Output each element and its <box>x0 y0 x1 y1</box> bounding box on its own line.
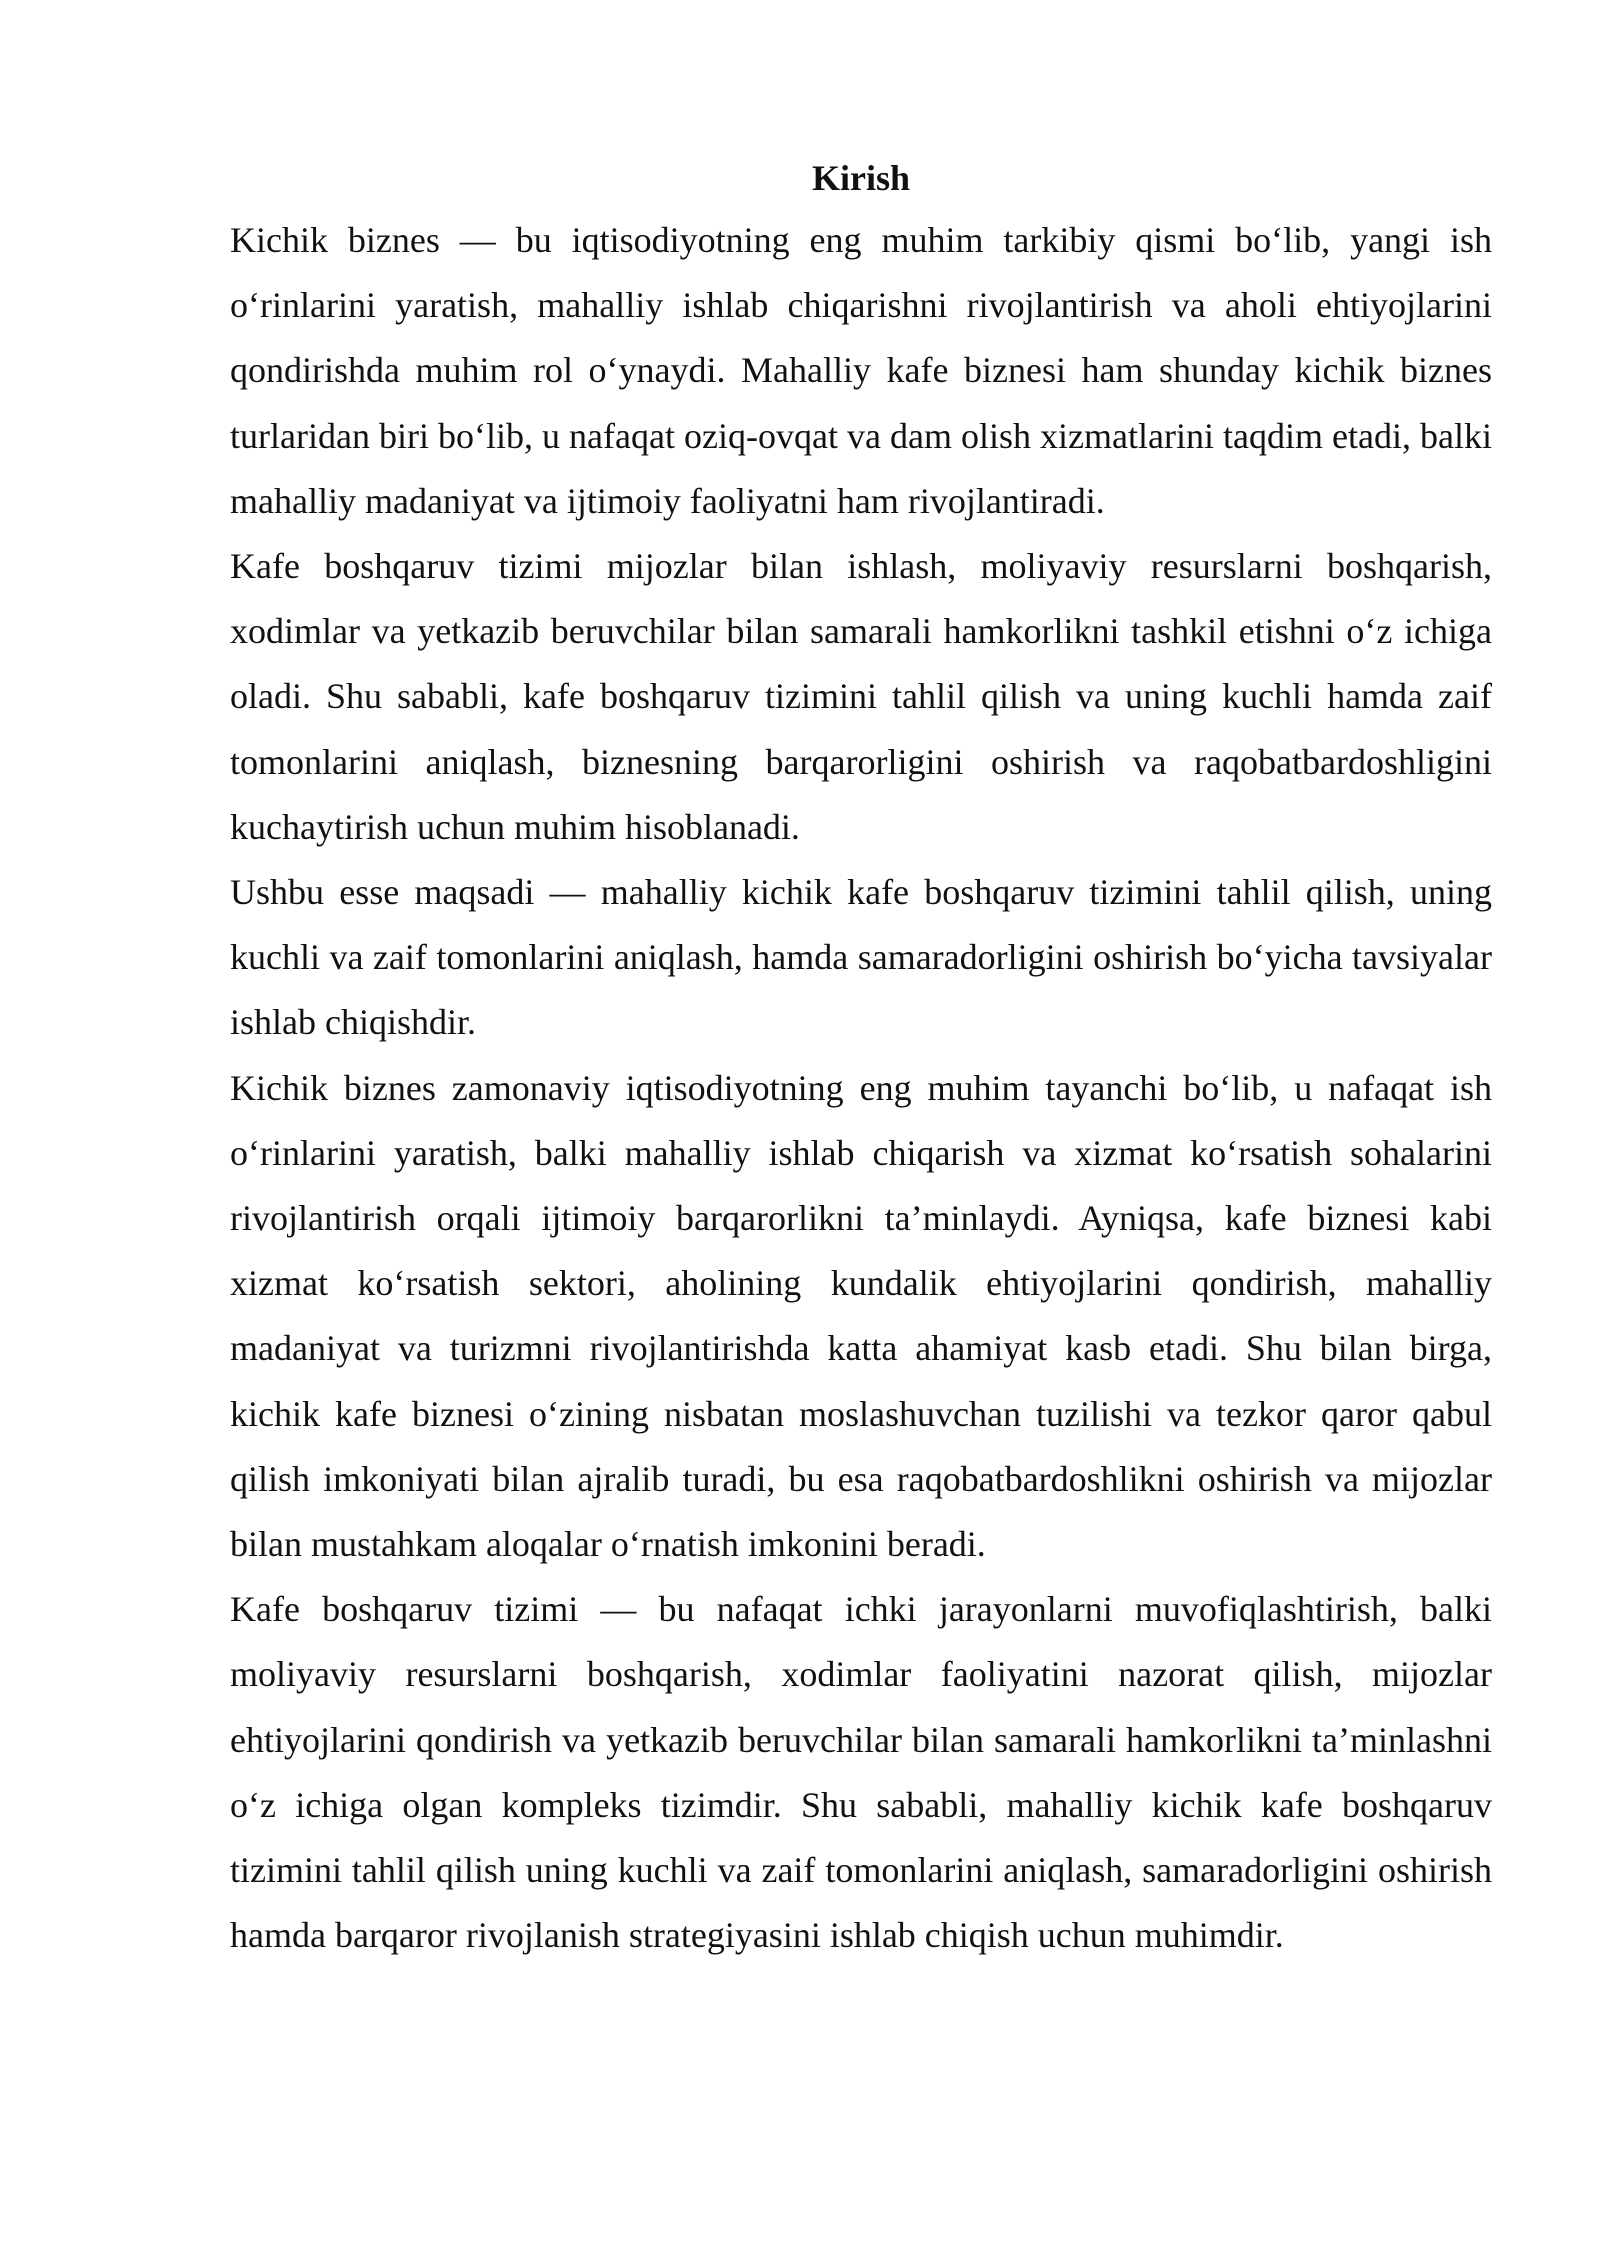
paragraph-1: Kichik biznes — bu iqtisodiyotning eng muhim tarkibiy qismi bo‘lib, yangi ish o‘rinlarini yaratish, mahalliy ishlab chiqarishni rivojlantirish va aholi ehtiyojlarini qondirishda muhim rol o‘ynaydi. Mahalliy kafe biznesi ham shunday kichik biznes turlaridan biri bo‘lib, u nafaqat oziq-ovqat va dam olish xizmatlarini taqdim etadi, balki mahalliy madaniyat va ijtimoiy faoliyatni ham rivojlantiradi. <box>230 220 1492 521</box>
section-heading: Kirish <box>811 158 910 198</box>
paragraph-4: Kichik biznes zamonaviy iqtisodiyotning eng muhim tayanchi bo‘lib, u nafaqat ish o‘rinlarini yaratish, balki mahalliy ishlab chiqarish va xizmat ko‘rsatish sohalarini rivojlantirish orqali ijtimoiy barqarorlikni ta’minlaydi. Ayniqsa, kafe biznesi kabi xizmat ko‘rsatish sektori, aholining kundalik ehtiyojlarini qondirish, mahalliy madaniyat va turizmni rivojlantirishda katta ahamiyat kasb etadi. Shu bilan birga, kichik kafe biznesi o‘zining nisbatan moslashuvchan tuzilishi va tezkor qaror qabul qilish imkoniyati bilan ajralib turadi, bu esa raqobatbardoshlikni oshirish va mijozlar bilan mustahkam aloqalar o‘rnatish imkonini beradi. <box>230 1067 1492 1565</box>
paragraph-5: Kafe boshqaruv tizimi — bu nafaqat ichki jarayonlarni muvofiqlashtirish, balki moliyaviy resurslarni boshqarish, xodimlar faoliyatini nazorat qilish, mijozlar ehtiyojlarini qondirish va yetkazib beruvchilar bilan samarali hamkorlikni ta’minlashni o‘z ichiga olgan kompleks tizimdir. Shu sababli, mahalliy kichik kafe boshqaruv tizimini tahlil qilish uning kuchli va zaif tomonlarini aniqlash, samaradorligini oshirish hamda barqaror rivojlanish strategiyasini ishlab chiqish uchun muhimdir. <box>230 1589 1492 1956</box>
document-page <box>230 148 1492 1968</box>
paragraph-2: Kafe boshqaruv tizimi mijozlar bilan ishlash, moliyaviy resurslarni boshqarish, xodimlar va yetkazib beruvchilar bilan samarali hamkorlikni tashkil etishni o‘z ichiga oladi. Shu sababli, kafe boshqaruv tizimini tahlil qilish va uning kuchli hamda zaif tomonlarini aniqlash, biznesning barqarorligini oshirish va raqobatbardoshligini kuchaytirish uchun muhim hisoblanadi. <box>230 546 1492 847</box>
paragraph-3: Ushbu esse maqsadi — mahalliy kichik kafe boshqaruv tizimini tahlil qilish, uning kuchli va zaif tomonlarini aniqlash, hamda samaradorligini oshirish bo‘yicha tavsiyalar ishlab chiqishdir. <box>230 872 1492 1043</box>
